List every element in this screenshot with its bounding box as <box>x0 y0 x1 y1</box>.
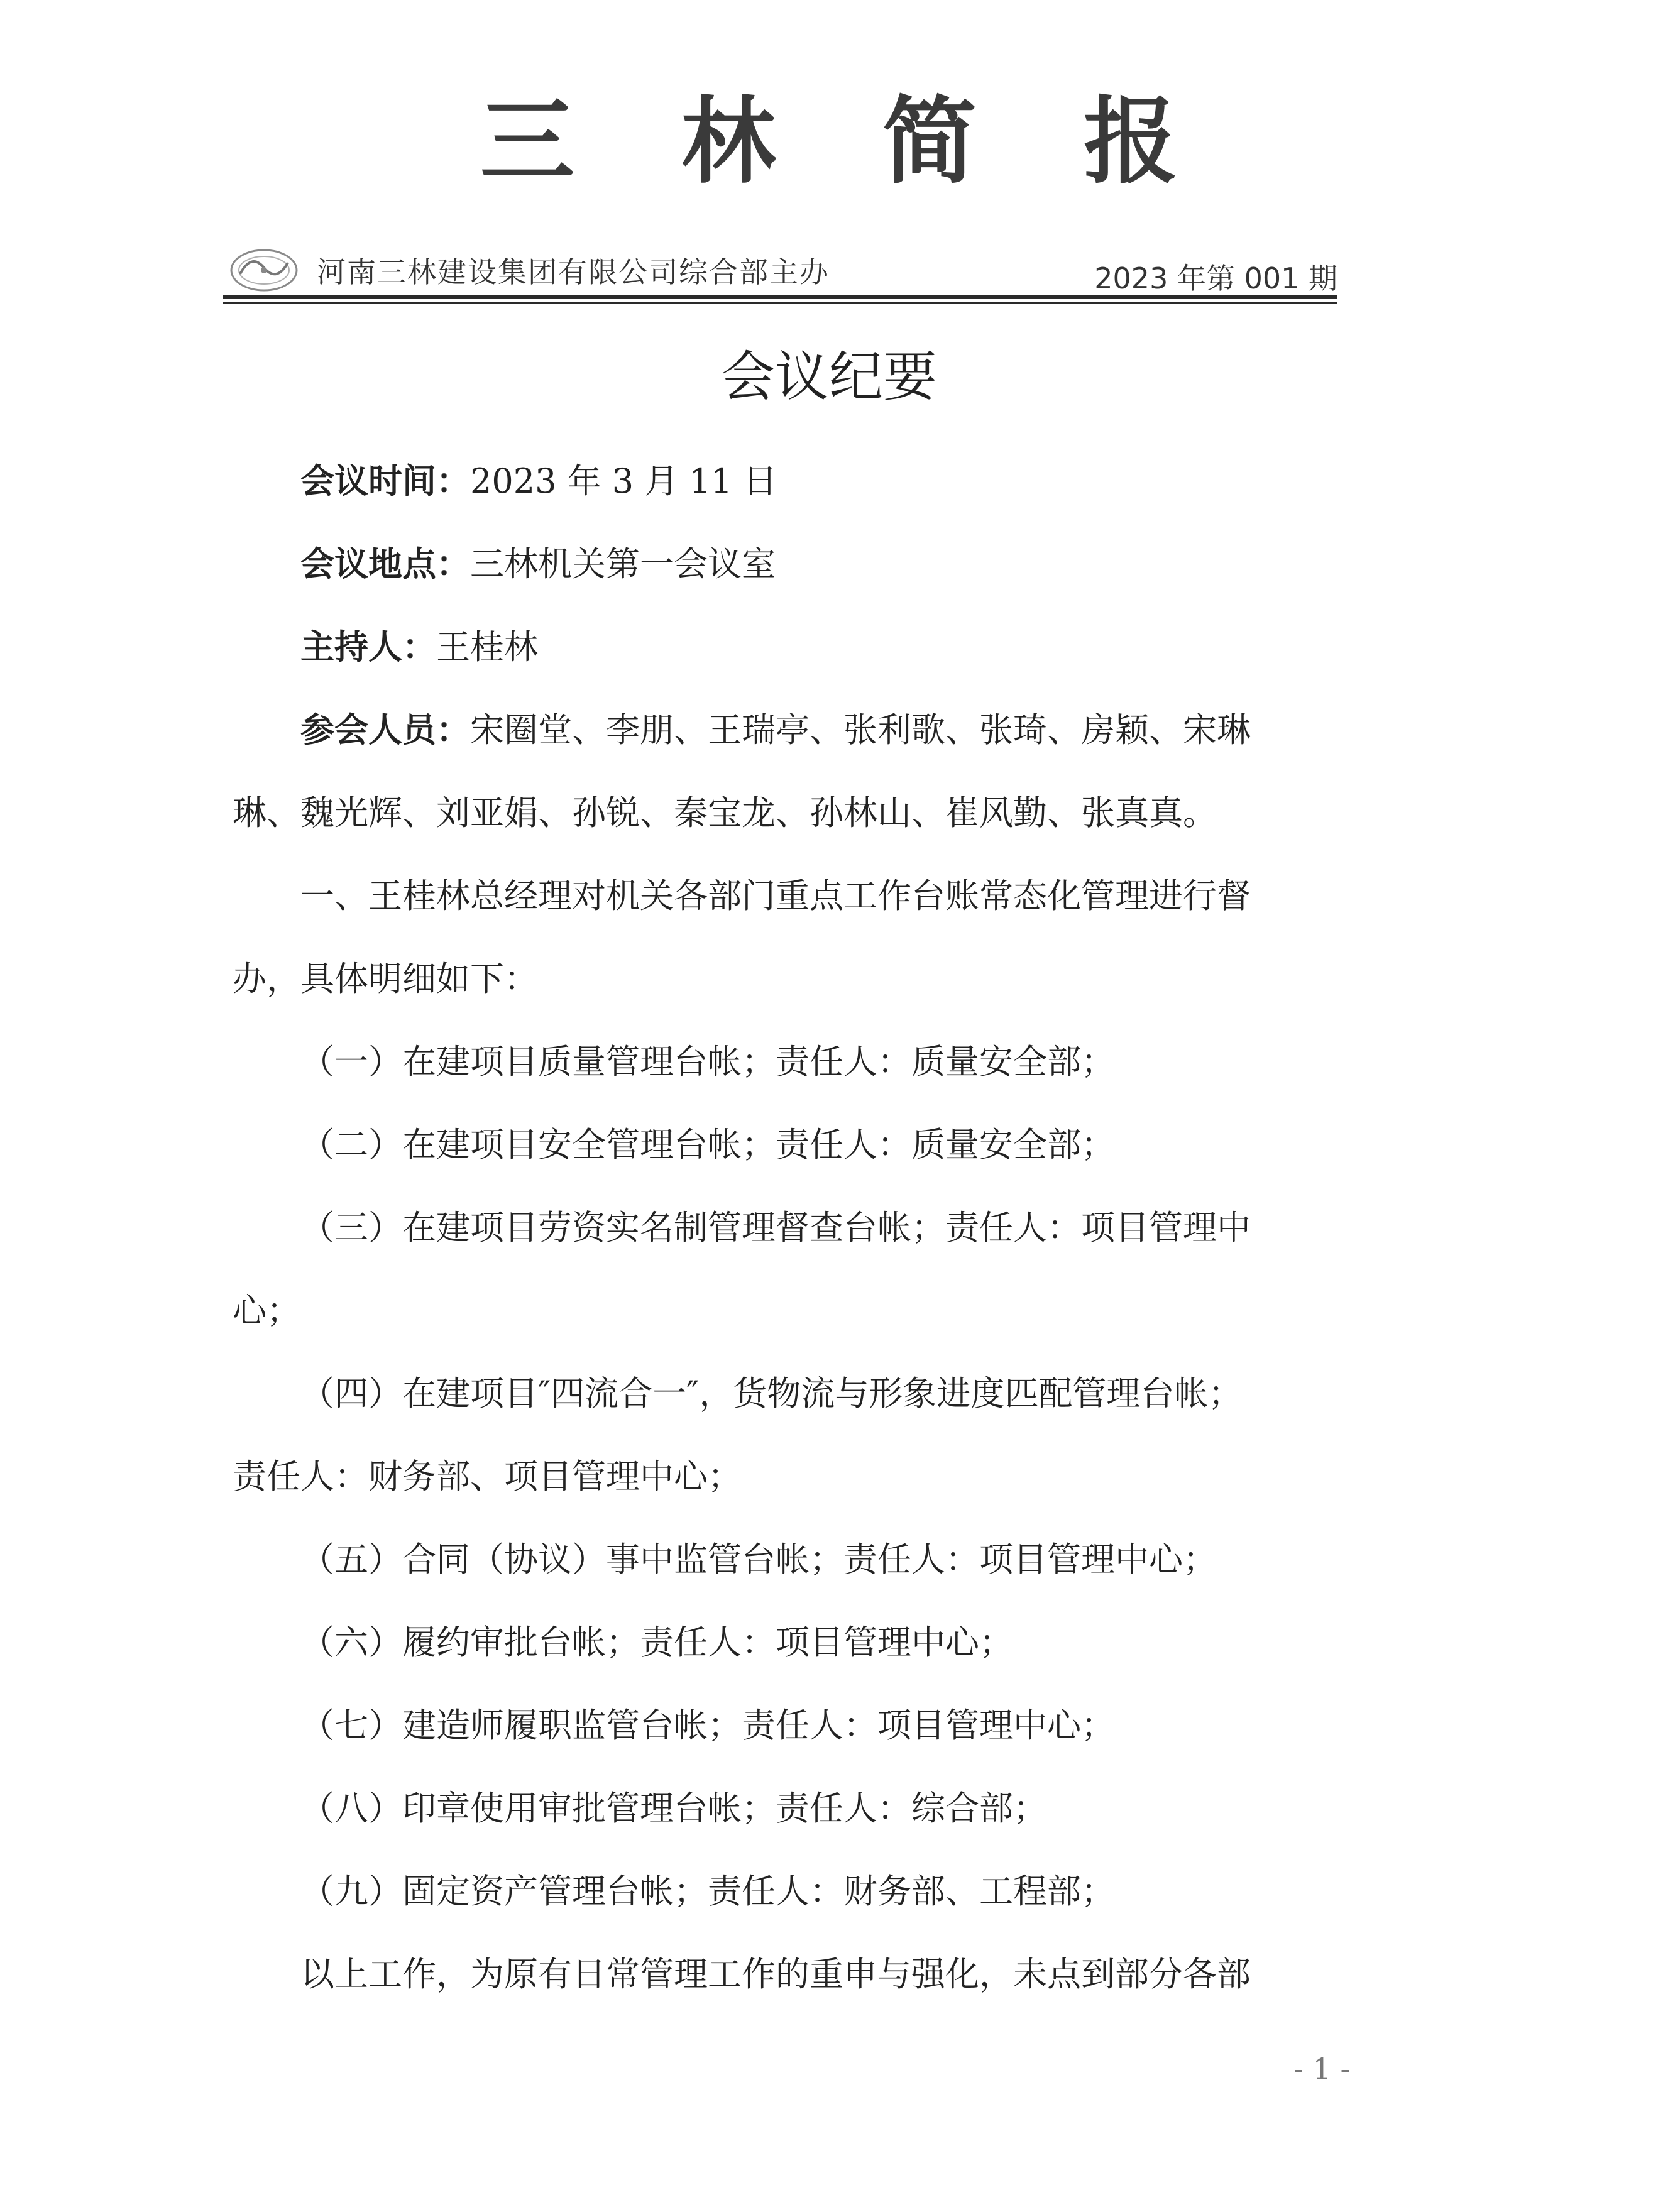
list-item: （七）建造师履职监管台帐；责任人：项目管理中心； <box>300 1706 1115 1745</box>
organizer-text: 河南三林建设集团有限公司综合部主办 <box>317 255 830 289</box>
meeting-place-line <box>233 523 1351 606</box>
meeting-time-value: 2023 年 3 月 11 日 <box>470 461 777 501</box>
meeting-time-label: 会议时间： <box>300 461 470 501</box>
masthead-char: 林 <box>681 86 776 197</box>
document-body <box>233 440 1351 2016</box>
meeting-place-value: 三林机关第一会议室 <box>470 544 776 584</box>
meeting-host-label: 主持人： <box>300 627 436 667</box>
sanlin-logo-icon <box>226 246 302 294</box>
attendees-line <box>233 689 1351 772</box>
section1-intro-continuation: 办，具体明细如下： <box>233 959 538 999</box>
closing-paragraph: 以上工作，为原有日常管理工作的重申与强化，未点到部分各部 <box>300 1954 1251 1994</box>
list-item: （六）履约审批台帐；责任人：项目管理中心； <box>300 1623 1013 1662</box>
organizer-line <box>226 248 830 292</box>
list-item-continuation: 责任人：财务部、项目管理中心； <box>233 1457 742 1496</box>
list-item-continuation: 心； <box>233 1291 300 1330</box>
masthead-title <box>0 86 1658 197</box>
attendees-continuation: 琳、魏光辉、刘亚娟、孙锐、秦宝龙、孙林山、崔风勤、张真真。 <box>233 793 1217 833</box>
header-rule-thick <box>223 295 1337 299</box>
list-item: （九）固定资产管理台帐；责任人：财务部、工程部； <box>300 1871 1115 1911</box>
meeting-host-value: 王桂林 <box>436 627 538 667</box>
document-title: 会议纪要 <box>721 346 937 408</box>
masthead-char: 三 <box>480 86 574 197</box>
meeting-place-label: 会议地点： <box>300 544 470 584</box>
list-item: （八）印章使用审批管理台帐；责任人：综合部； <box>300 1788 1047 1828</box>
header-rule-thin <box>223 302 1337 304</box>
section1-intro: 一、王桂林总经理对机关各部门重点工作台账常态化管理进行督 <box>300 876 1251 916</box>
list-item: （四）在建项目″四流合一″，货物流与形象进度匹配管理台帐； <box>300 1374 1243 1413</box>
issue-number: 2023 年第 001 期 <box>1094 261 1337 295</box>
list-item: （二）在建项目安全管理台帐；责任人：质量安全部； <box>300 1125 1115 1164</box>
page-number: - 1 - <box>1293 2052 1350 2086</box>
masthead-char: 简 <box>882 86 977 197</box>
meeting-host-line <box>233 606 1351 689</box>
attendees-value: 宋圈堂、李朋、王瑞亭、张利歌、张琦、房颖、宋琳 <box>470 710 1251 750</box>
masthead-char: 报 <box>1084 86 1178 197</box>
list-item: （一）在建项目质量管理台帐；责任人：质量安全部； <box>300 1042 1115 1081</box>
meeting-time-line <box>233 440 1351 523</box>
attendees-label: 参会人员： <box>300 710 470 750</box>
list-item: （五）合同（协议）事中监管台帐；责任人：项目管理中心； <box>300 1540 1217 1579</box>
list-item: （三）在建项目劳资实名制管理督查台帐；责任人：项目管理中 <box>300 1208 1251 1247</box>
